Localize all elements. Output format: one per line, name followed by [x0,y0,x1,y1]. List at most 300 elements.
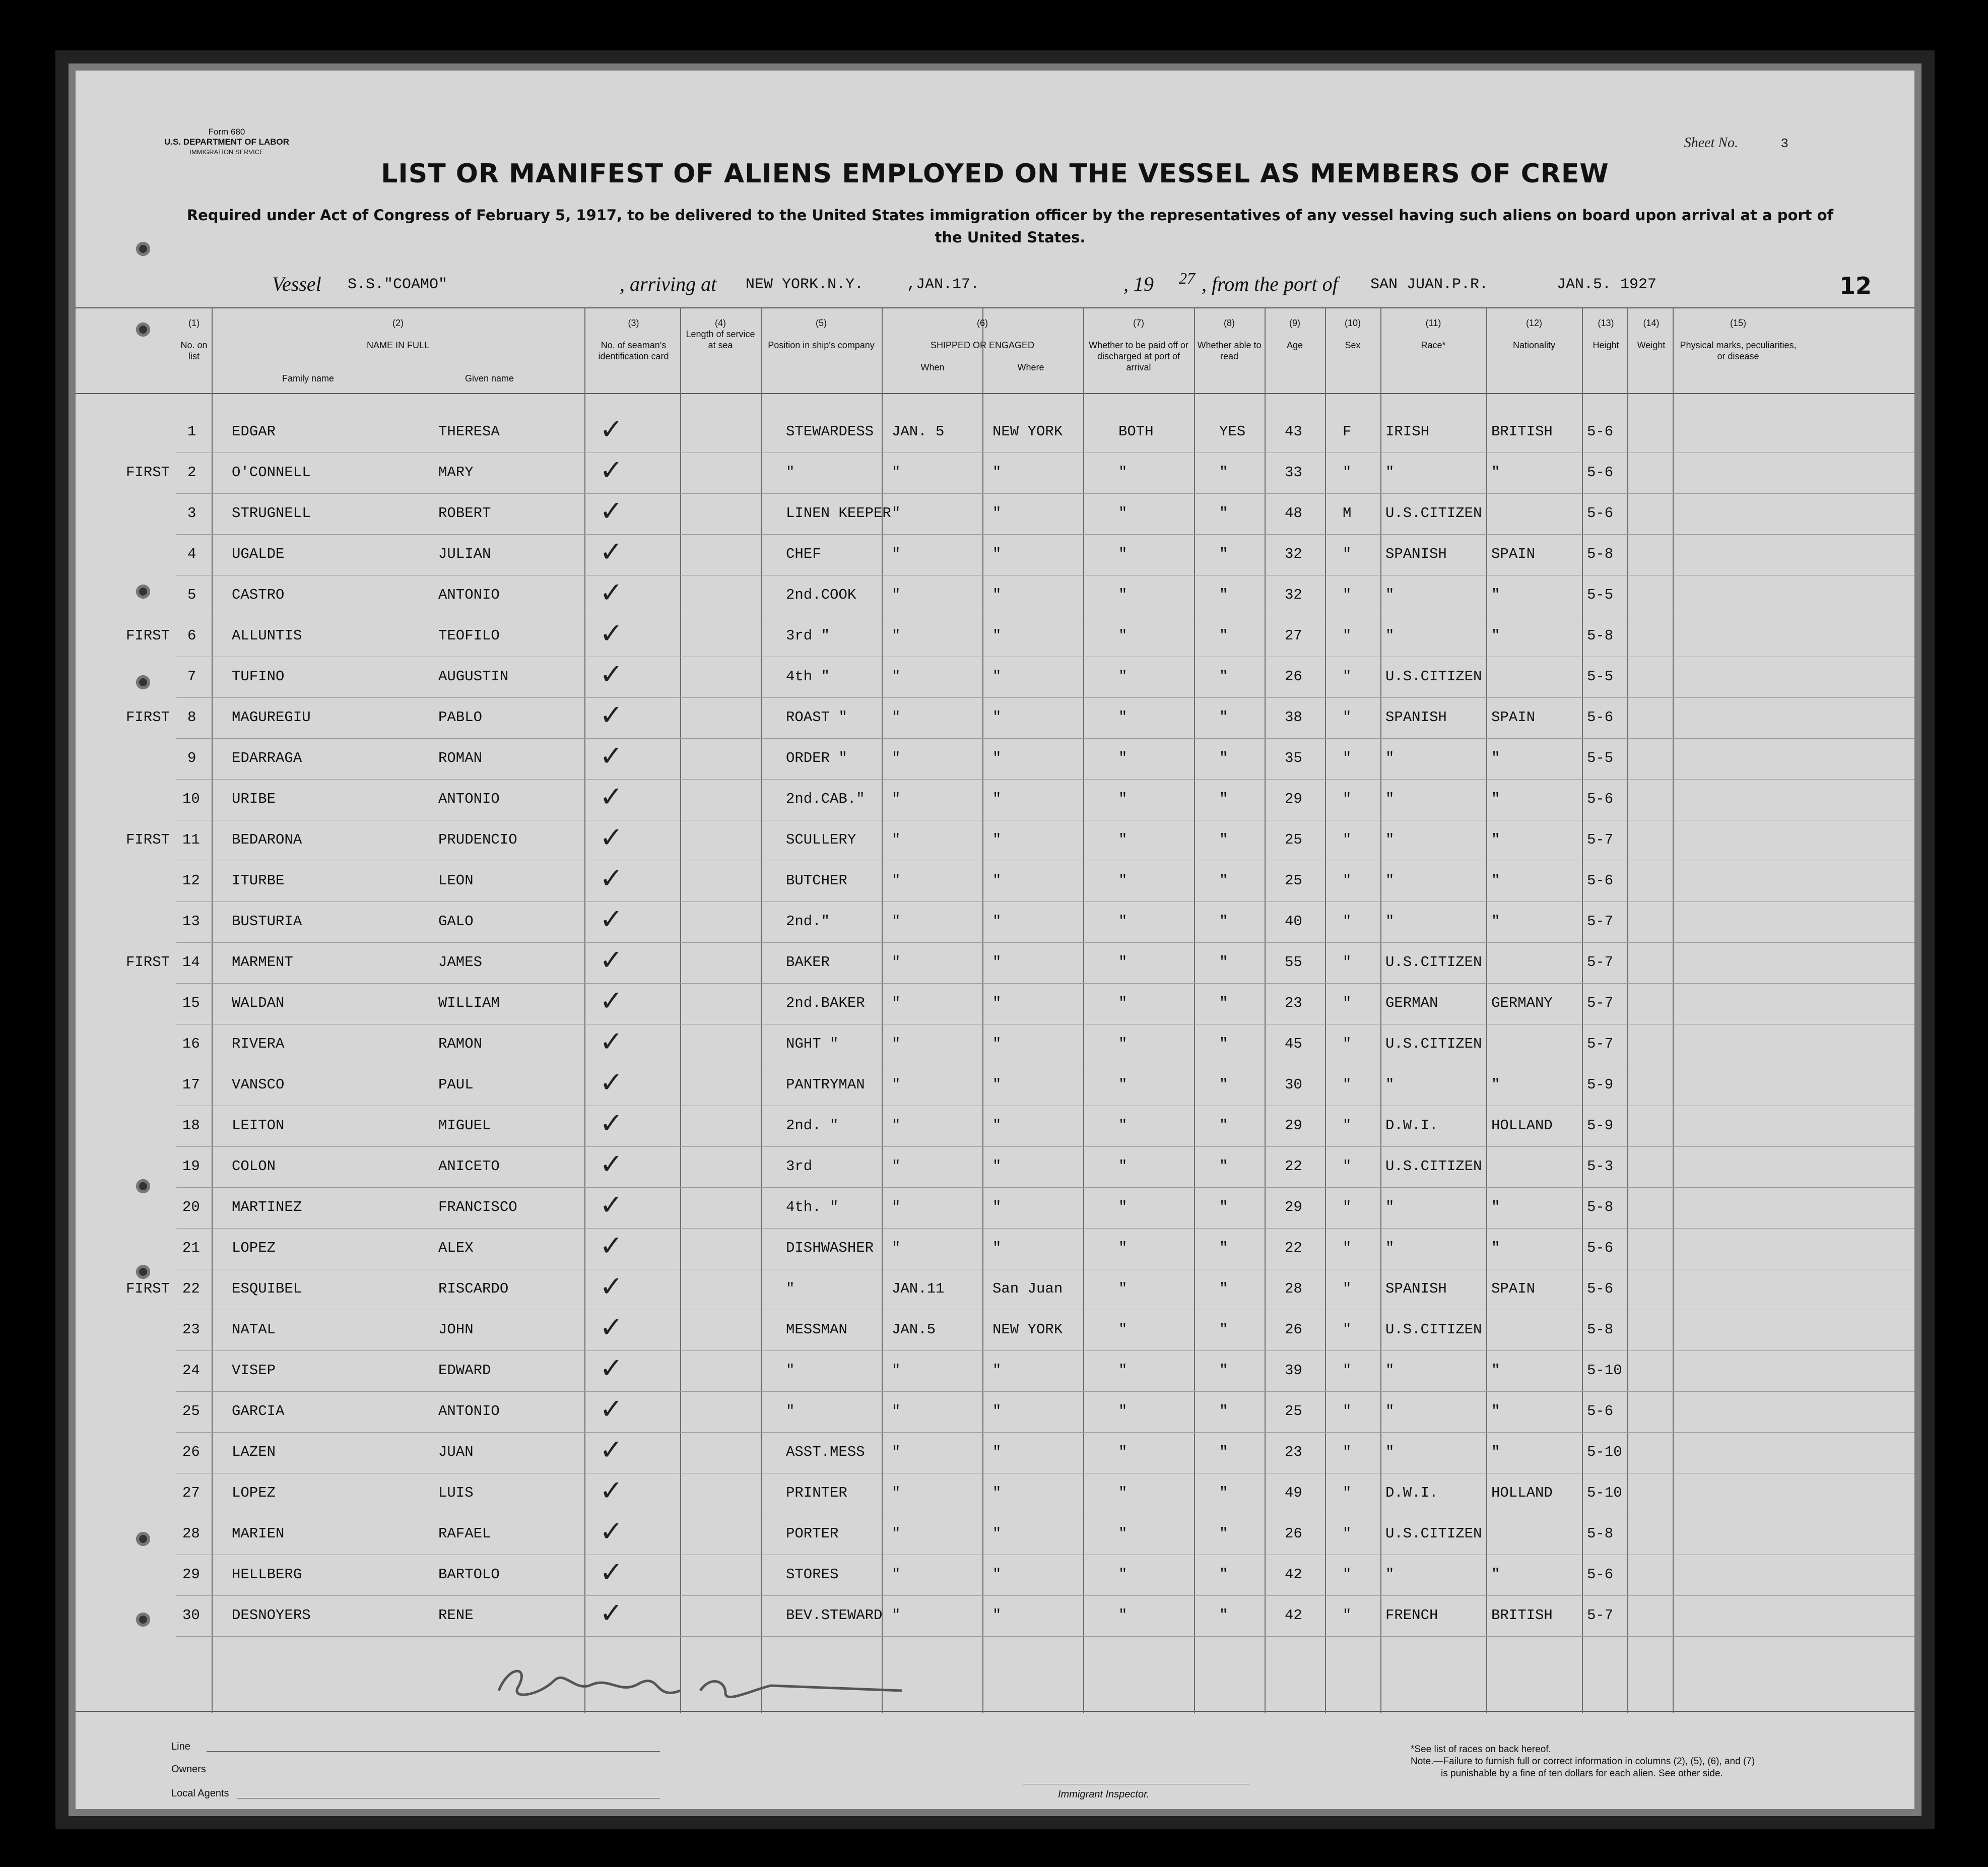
where-header: Where [1017,362,1044,372]
row-number: 17 [182,1076,200,1093]
position: ORDER " [786,750,847,766]
given-name: JUAN [438,1444,474,1460]
col-14-header [1630,317,1673,351]
shipped-when: " [892,995,901,1011]
race: U.S.CITIZEN [1385,668,1482,685]
row-rule [176,1228,1914,1229]
sex: " [1343,464,1352,481]
nationality: " [1491,1240,1500,1256]
nationality: " [1491,791,1500,807]
shipped-when: " [892,627,901,644]
arrival-date: ,JAN.17. [907,276,980,293]
age: 26 [1285,1321,1302,1338]
given-name: JAMES [438,954,483,971]
row-number: 15 [182,995,200,1011]
check-mark-icon: ✓ [600,985,623,1017]
age: 27 [1285,627,1302,644]
row-number: 21 [182,1240,200,1256]
shipped-where: " [992,1036,1002,1052]
given-name: ALEX [438,1240,474,1256]
nationality: " [1491,627,1500,644]
shipped-where: " [992,1485,1002,1501]
able-to-read: " [1219,668,1228,685]
footnote [1411,1744,1755,1780]
given-name: ROMAN [438,750,483,766]
row-number: 30 [182,1607,200,1624]
race: SPANISH [1385,1280,1447,1297]
nationality: " [1491,831,1500,848]
position: " [786,1403,795,1420]
family-name: ITURBE [232,872,285,889]
family-name: VANSCO [232,1076,285,1093]
row-number: 2 [187,464,196,481]
able-to-read: " [1219,1403,1228,1420]
sex: " [1343,1525,1352,1542]
given-name: AUGUSTIN [438,668,509,685]
check-mark-icon: ✓ [600,1270,623,1303]
first-marker: FIRST [126,831,170,848]
able-to-read: " [1219,1158,1228,1175]
row-rule [176,738,1914,739]
vessel-value: S.S."COAMO" [348,276,448,293]
vessel-label: Vessel [272,273,321,295]
shipped-where: " [992,1444,1002,1460]
position: 2nd.COOK [786,587,856,603]
family-name: STRUGNELL [232,505,311,522]
family-name: TUFINO [232,668,285,685]
shipped-when: " [892,954,901,971]
form-number: Form 680 [208,127,245,137]
race: SPANISH [1385,546,1447,562]
nationality: " [1491,464,1500,481]
table-row [76,1352,1914,1392]
when-header: When [920,362,945,372]
age: 42 [1285,1566,1302,1583]
age: 30 [1285,1076,1302,1093]
nationality: HOLLAND [1491,1485,1553,1501]
shipped-where: " [992,1199,1002,1215]
position: BEV.STEWARD [786,1607,883,1624]
age: 29 [1285,791,1302,807]
race: D.W.I. [1385,1485,1438,1501]
line-field [207,1751,660,1752]
table-row [76,1597,1914,1637]
row-number: 11 [182,831,200,848]
position: " [786,1280,795,1297]
sex: " [1343,1240,1352,1256]
race: U.S.CITIZEN [1385,505,1482,522]
sheet-value: 3 [1780,136,1788,151]
given-name: JOHN [438,1321,474,1338]
position: 2nd." [786,913,830,930]
age: 29 [1285,1117,1302,1134]
position: 2nd.CAB." [786,791,865,807]
family-name: DESNOYERS [232,1607,311,1624]
check-mark-icon: ✓ [600,1107,623,1140]
age: 40 [1285,913,1302,930]
table-row [76,1515,1914,1556]
given-name: FRANCISCO [438,1199,517,1215]
family-name: BUSTURIA [232,913,302,930]
family-name: HELLBERG [232,1566,302,1583]
family-name: MAGUREGIU [232,709,311,726]
table-row [76,536,1914,576]
given-name: ANTONIO [438,587,500,603]
paid-off: " [1118,1566,1128,1583]
shipped-when: " [892,791,901,807]
shipped-when: " [892,750,901,766]
shipped-when: " [892,464,901,481]
sex: " [1343,709,1352,726]
family-name: LOPEZ [232,1240,276,1256]
position: 2nd. " [786,1117,839,1134]
given-name: PAUL [438,1076,474,1093]
check-mark-icon: ✓ [600,781,623,813]
height: 5-7 [1587,831,1614,848]
age: 25 [1285,831,1302,848]
paid-off: " [1118,1403,1128,1420]
sex: " [1343,791,1352,807]
table-row [76,1230,1914,1270]
race: " [1385,464,1395,481]
table-row [76,1107,1914,1147]
race: " [1385,831,1395,848]
nationality: SPAIN [1491,1280,1536,1297]
shipped-where: " [992,1525,1002,1542]
paid-off: " [1118,954,1128,971]
footnote-line: Note.—Failure to furnish full or correct information in columns (2), (5), (6), and (7) [1411,1756,1755,1767]
first-marker: FIRST [126,627,170,644]
sex: " [1343,750,1352,766]
family-name: NATAL [232,1321,276,1338]
race: GERMAN [1385,995,1438,1011]
row-number: 8 [187,709,196,726]
table-row [76,1148,1914,1188]
shipped-when: " [892,1566,901,1583]
row-number: 16 [182,1036,200,1052]
col-label: Race* [1421,340,1446,350]
nationality: GERMANY [1491,995,1553,1011]
position: 4th. " [786,1199,839,1215]
paid-off: " [1118,505,1128,522]
sex: " [1343,1321,1352,1338]
paid-off: " [1118,1280,1128,1297]
age: 28 [1285,1280,1302,1297]
height: 5-6 [1587,505,1614,522]
position: NGHT " [786,1036,839,1052]
check-mark-icon: ✓ [600,862,623,895]
height: 5-6 [1587,423,1614,440]
col-1-header [176,317,212,362]
age: 26 [1285,668,1302,685]
col-num: (4) [715,318,726,328]
family-name: COLON [232,1158,276,1175]
check-mark-icon: ✓ [600,495,623,528]
able-to-read: " [1219,1321,1228,1338]
given-name: LUIS [438,1485,474,1501]
row-rule [176,1636,1914,1637]
age: 38 [1285,709,1302,726]
row-number: 1 [187,423,196,440]
check-mark-icon: ✓ [600,1025,623,1058]
given-name: ROBERT [438,505,491,522]
family-name: MARMENT [232,954,293,971]
shipped-when: " [892,1199,901,1215]
check-mark-icon: ✓ [600,821,623,854]
shipped-where: " [992,1566,1002,1583]
height: 5-6 [1587,791,1614,807]
position: PRINTER [786,1485,847,1501]
table-row [76,781,1914,821]
paid-off: " [1118,1240,1128,1256]
sex: " [1343,954,1352,971]
col-label: Length of service at sea [686,329,755,350]
paid-off: " [1118,791,1128,807]
check-mark-icon: ✓ [600,617,623,650]
shipped-where: " [992,1362,1002,1379]
shipped-where: " [992,1158,1002,1175]
height: 5-8 [1587,546,1614,562]
paid-off: " [1118,1525,1128,1542]
table-row [76,617,1914,658]
table-row [76,1270,1914,1311]
shipped-when: " [892,831,901,848]
height: 5-6 [1587,1566,1614,1583]
row-number: 26 [182,1444,200,1460]
row-number: 10 [182,791,200,807]
row-rule [176,534,1914,535]
family-name: RIVERA [232,1036,285,1052]
row-number: 23 [182,1321,200,1338]
sex: " [1343,1158,1352,1175]
race: " [1385,1362,1395,1379]
table-row [76,1556,1914,1596]
col-num: (11) [1425,318,1441,328]
shipped-when: " [892,1525,901,1542]
paid-off: " [1118,1076,1128,1093]
line-label: Line [171,1741,190,1752]
row-number: 13 [182,913,200,930]
check-mark-icon: ✓ [600,1434,623,1466]
sex: " [1343,913,1352,930]
position: LINEN KEEPER [786,505,891,522]
shipped-when: " [892,668,901,685]
sex: M [1343,505,1352,522]
row-rule [176,1595,1914,1596]
family-name: CASTRO [232,587,285,603]
binder-hole [136,323,150,337]
table-row [76,658,1914,698]
row-rule [176,1350,1914,1351]
paid-off: " [1118,1444,1128,1460]
nationality: " [1491,1076,1500,1093]
height: 5-8 [1587,1321,1614,1338]
family-name: LEITON [232,1117,285,1134]
sex: " [1343,1607,1352,1624]
able-to-read: " [1219,505,1228,522]
binder-hole [136,1532,150,1546]
height: 5-8 [1587,627,1614,644]
col-10-header [1328,317,1378,351]
col-num: (12) [1526,318,1542,328]
height: 5-8 [1587,1199,1614,1215]
col-8-header [1197,317,1262,362]
shipped-where: " [992,791,1002,807]
col-num: (8) [1224,318,1235,328]
shipped-where: " [992,831,1002,848]
shipped-where: " [992,954,1002,971]
given-name: MIGUEL [438,1117,491,1134]
nationality: " [1491,750,1500,766]
age: 55 [1285,954,1302,971]
given-name: PRUDENCIO [438,831,517,848]
paid-off: " [1118,1321,1128,1338]
col-num: (6) [977,318,988,328]
inspector-signature [489,1655,942,1711]
able-to-read: " [1219,1076,1228,1093]
sex: " [1343,1199,1352,1215]
shipped-where: " [992,1240,1002,1256]
sex: " [1343,831,1352,848]
sex: " [1343,1444,1352,1460]
paid-off: " [1118,831,1128,848]
height: 5-7 [1587,995,1614,1011]
col-15-header [1675,317,1801,362]
able-to-read: " [1219,627,1228,644]
check-mark-icon: ✓ [600,903,623,936]
row-number: 29 [182,1566,200,1583]
shipped-where: " [992,750,1002,766]
check-mark-icon: ✓ [600,1556,623,1589]
given-name: RAFAEL [438,1525,491,1542]
table-row [76,454,1914,494]
race: " [1385,1566,1395,1583]
age: 29 [1285,1199,1302,1215]
binder-hole [136,585,150,599]
given-name: BARTOLO [438,1566,500,1583]
col-2-header [217,317,579,384]
paid-off: " [1118,464,1128,481]
shipped-where: " [992,505,1002,522]
nationality: BRITISH [1491,1607,1553,1624]
paid-off: " [1118,1199,1128,1215]
nationality: " [1491,1403,1500,1420]
check-mark-icon: ✓ [600,658,623,691]
age: 35 [1285,750,1302,766]
paid-off: " [1118,1036,1128,1052]
shipped-when: " [892,1117,901,1134]
arriving-value: NEW YORK.N.Y. [746,276,864,293]
col-num: (15) [1730,318,1746,328]
given-name: ANICETO [438,1158,500,1175]
col-13-header [1584,317,1627,351]
position: BAKER [786,954,830,971]
table-row [76,1393,1914,1433]
given-name: GALO [438,913,474,930]
col-4-header [683,317,758,351]
col-num: (13) [1598,318,1614,328]
manifest-sheet [76,71,1914,1809]
col-label: Whether able to read [1197,340,1262,361]
age: 26 [1285,1525,1302,1542]
table-row [76,413,1914,454]
able-to-read: " [1219,791,1228,807]
family-name: LOPEZ [232,1485,276,1501]
race: SPANISH [1385,709,1447,726]
position: PANTRYMAN [786,1076,865,1093]
race: D.W.I. [1385,1117,1438,1134]
age: 25 [1285,872,1302,889]
row-rule [176,697,1914,698]
nationality: SPAIN [1491,546,1536,562]
paid-off: " [1118,1158,1128,1175]
header-rule-top [76,307,1914,308]
family-name: EDGAR [232,423,276,440]
age: 32 [1285,546,1302,562]
sex: " [1343,1362,1352,1379]
shipped-where: " [992,1607,1002,1624]
row-number: 28 [182,1525,200,1542]
sex: " [1343,1076,1352,1093]
row-number: 12 [182,872,200,889]
row-rule [176,942,1914,943]
table-row [76,576,1914,617]
able-to-read: " [1219,1036,1228,1052]
header-rule-bottom [76,393,1914,394]
col-label: Physical marks, peculiarities, or disease [1680,340,1797,361]
shipped-when: " [892,1485,901,1501]
nationality: " [1491,872,1500,889]
race: " [1385,791,1395,807]
check-mark-icon: ✓ [600,1515,623,1548]
height: 5-10 [1587,1444,1622,1460]
able-to-read: " [1219,750,1228,766]
age: 23 [1285,1444,1302,1460]
height: 5-6 [1587,1280,1614,1297]
race: U.S.CITIZEN [1385,1158,1482,1175]
row-number: 6 [187,627,196,644]
race: " [1385,1444,1395,1460]
row-rule [176,1432,1914,1433]
check-mark-icon: ✓ [600,1148,623,1181]
given-name: PABLO [438,709,483,726]
age: 49 [1285,1485,1302,1501]
position: STORES [786,1566,839,1583]
paid-off: " [1118,546,1128,562]
col-label: No. of seaman's identification card [598,340,669,361]
nationality: " [1491,587,1500,603]
table-row [76,1474,1914,1515]
col-label: Weight [1637,340,1666,350]
row-number: 27 [182,1485,200,1501]
check-mark-icon: ✓ [600,699,623,732]
sex: " [1343,587,1352,603]
shipped-where: " [992,668,1002,685]
binder-hole [136,1613,150,1627]
row-number: 20 [182,1199,200,1215]
height: 5-7 [1587,1607,1614,1624]
height: 5-7 [1587,913,1614,930]
sex: " [1343,872,1352,889]
able-to-read: " [1219,954,1228,971]
col-label: Sex [1345,340,1361,350]
row-number: 22 [182,1280,200,1297]
col-11-header [1383,317,1484,351]
height: 5-6 [1587,709,1614,726]
position: " [786,464,795,481]
able-to-read: " [1219,1485,1228,1501]
position: DISHWASHER [786,1240,874,1256]
